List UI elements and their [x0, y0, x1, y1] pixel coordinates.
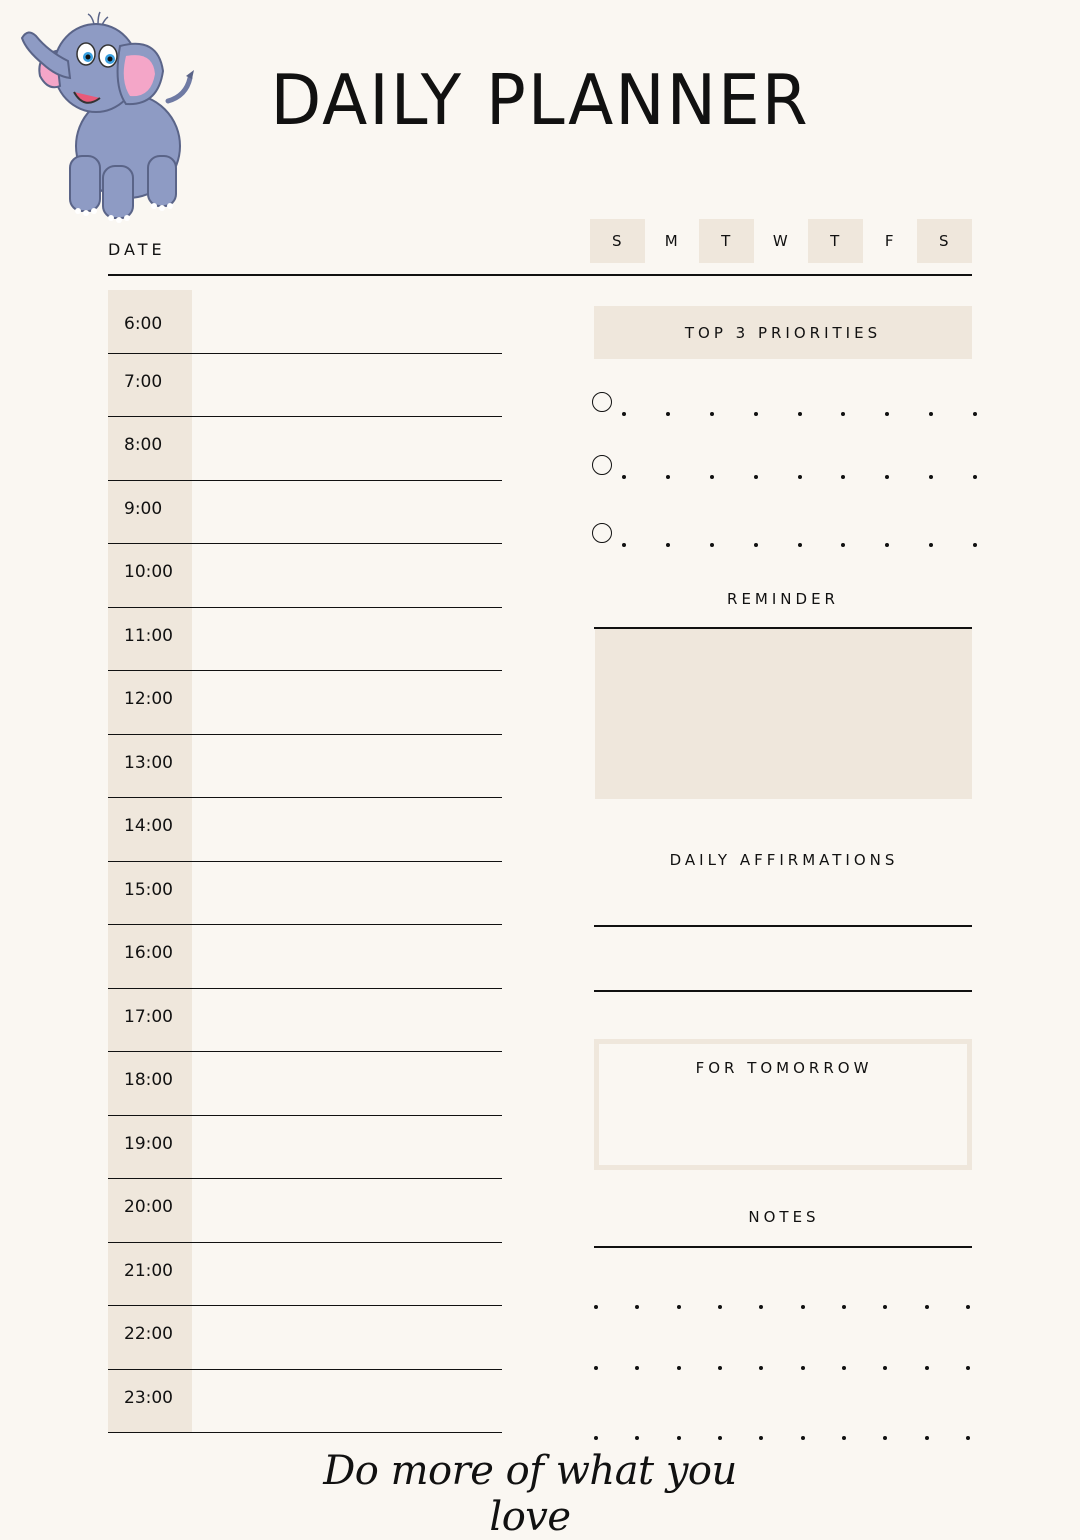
priority-item[interactable]	[592, 521, 977, 547]
time-label: 13:00	[124, 752, 173, 773]
dotted-line	[612, 412, 977, 416]
schedule-slot[interactable]	[108, 1370, 502, 1434]
schedule-slot[interactable]	[108, 1243, 502, 1307]
time-label: 17:00	[124, 1006, 173, 1027]
affirmation-line[interactable]	[594, 990, 972, 992]
notes-dotted-line[interactable]	[594, 1366, 970, 1370]
priority-item[interactable]	[592, 390, 977, 416]
time-label: 22:00	[124, 1324, 173, 1344]
time-label: 23:00	[124, 1387, 173, 1408]
time-label: 15:00	[124, 879, 173, 900]
priorities-title: TOP 3 PRIORITIES	[684, 323, 882, 342]
schedule-slot[interactable]	[108, 862, 502, 926]
schedule-slot[interactable]	[108, 1052, 502, 1116]
checkbox-circle-icon[interactable]	[592, 523, 612, 543]
schedule-slot[interactable]	[108, 671, 502, 735]
affirmation-line[interactable]	[594, 925, 972, 927]
weekday-wednesday[interactable]: W	[772, 232, 789, 250]
time-label: 21:00	[124, 1260, 173, 1281]
schedule-slot[interactable]	[108, 417, 502, 481]
dotted-line	[612, 475, 977, 479]
time-label: 7:00	[124, 371, 163, 392]
schedule-slot[interactable]	[108, 735, 502, 799]
notes-dotted-line[interactable]	[594, 1305, 970, 1309]
schedule-slot[interactable]	[108, 1306, 502, 1370]
schedule-slot[interactable]	[108, 608, 502, 672]
hourly-schedule	[108, 290, 502, 1433]
schedule-slot[interactable]	[108, 544, 502, 608]
reminder-box[interactable]	[595, 629, 972, 799]
weekday-selector	[590, 219, 972, 263]
notes-divider	[594, 1246, 972, 1248]
schedule-slot[interactable]	[108, 481, 502, 545]
schedule-slot[interactable]	[108, 1116, 502, 1180]
time-label: 12:00	[124, 689, 173, 709]
weekday-sunday[interactable]: S	[590, 219, 645, 263]
header-divider	[108, 274, 972, 276]
affirmations-title: DAILY AFFIRMATIONS	[669, 851, 899, 869]
schedule-slot[interactable]	[108, 354, 502, 418]
schedule-slot[interactable]	[108, 925, 502, 989]
schedule-slot[interactable]	[108, 290, 502, 354]
date-label: DATE	[108, 240, 166, 259]
time-label: 20:00	[124, 1197, 173, 1217]
time-label: 9:00	[124, 498, 163, 519]
time-label: 10:00	[124, 562, 173, 582]
priority-item[interactable]	[592, 453, 977, 479]
time-label: 8:00	[124, 435, 163, 455]
dotted-line	[612, 543, 977, 547]
time-label: 18:00	[124, 1070, 173, 1090]
checkbox-circle-icon[interactable]	[592, 455, 612, 475]
weekday-monday[interactable]: M	[664, 232, 679, 250]
time-label: 16:00	[124, 943, 173, 963]
time-label: 11:00	[124, 625, 173, 646]
reminder-title: REMINDER	[727, 590, 839, 608]
page-title: DAILY PLANNER	[270, 60, 810, 141]
notes-title: NOTES	[748, 1208, 820, 1226]
footer-quote: Do more of what you love	[323, 1448, 737, 1540]
time-label: 14:00	[124, 816, 173, 836]
time-label: 19:00	[124, 1133, 173, 1154]
schedule-slot[interactable]	[108, 1179, 502, 1243]
checkbox-circle-icon[interactable]	[592, 392, 612, 412]
notes-dotted-line[interactable]	[594, 1436, 970, 1440]
schedule-slot[interactable]	[108, 798, 502, 862]
weekday-thursday[interactable]: T	[808, 219, 863, 263]
for-tomorrow-title: FOR TOMORROW	[695, 1059, 873, 1077]
weekday-tuesday[interactable]: T	[699, 219, 754, 263]
elephant-illustration	[8, 6, 198, 228]
weekday-friday[interactable]: F	[884, 232, 895, 250]
priorities-header	[594, 306, 972, 359]
time-label: 6:00	[124, 314, 163, 334]
weekday-saturday[interactable]: S	[917, 219, 972, 263]
schedule-slot[interactable]	[108, 989, 502, 1053]
